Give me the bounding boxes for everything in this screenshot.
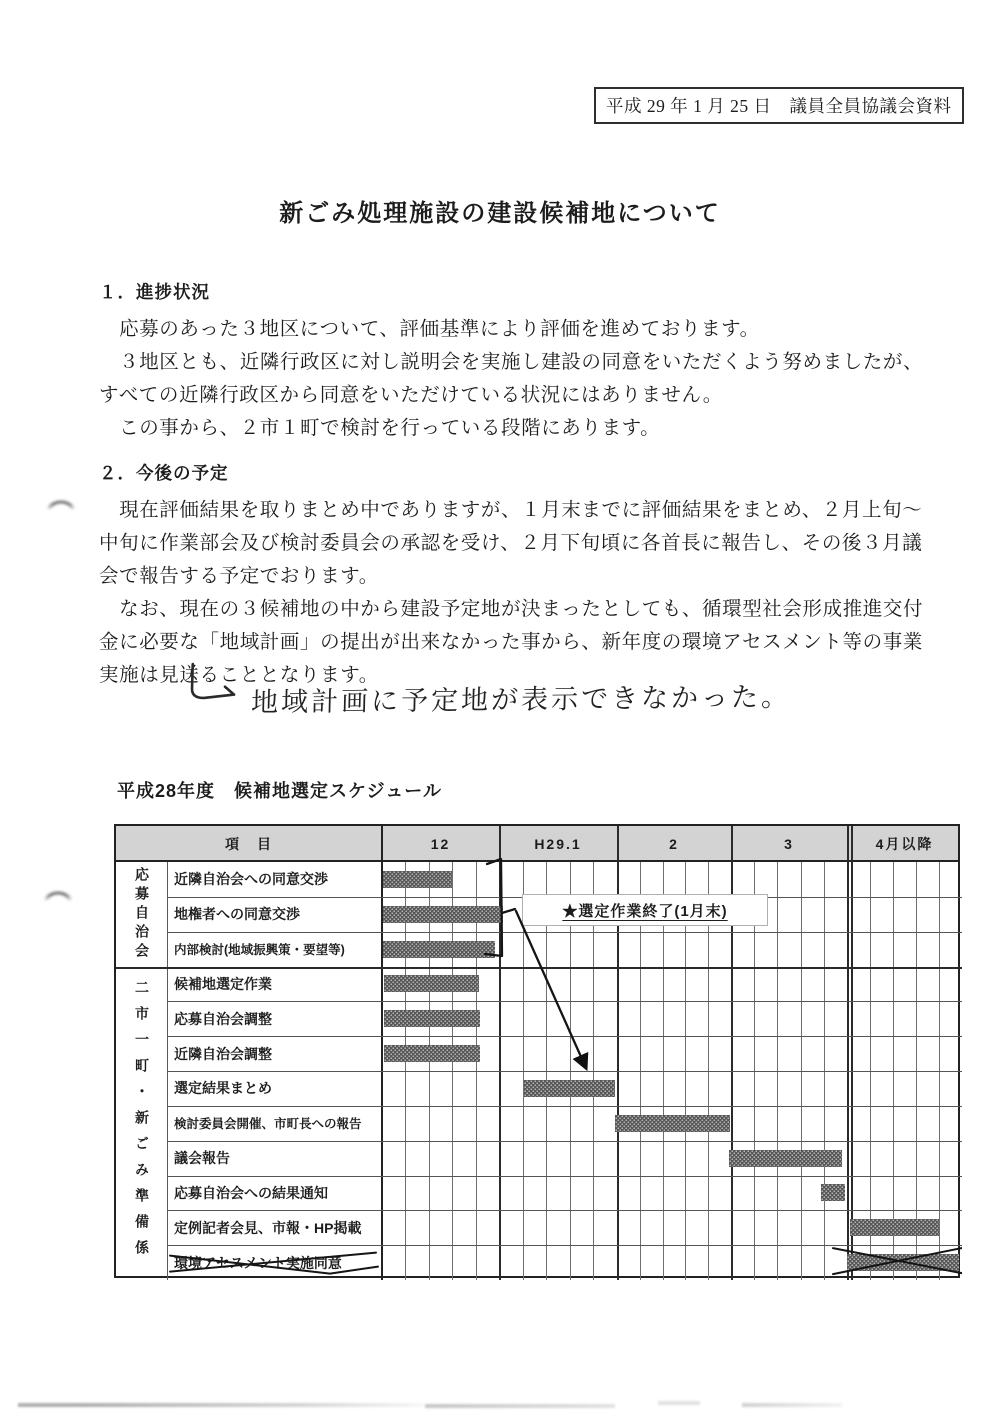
gantt-row-label: 近隣自治会調整 <box>174 1045 272 1062</box>
handwritten-hook-arrow-icon <box>183 661 241 710</box>
body-text-line: 会で報告する予定でおります。 <box>99 566 379 587</box>
gantt-bar <box>850 1219 939 1236</box>
gantt-table <box>114 824 960 1278</box>
gantt-month-header: 2 <box>669 836 679 852</box>
body-text-line: 中旬に作業部会及び検討委員会の承認を受け、２月下旬頃に各首長に報告し、その後３月議 <box>99 533 923 554</box>
punch-hole-shadow <box>37 883 79 915</box>
gantt-bar <box>524 1080 615 1097</box>
handwritten-note-text: 地域計画に予定地が表示できなかった。 <box>250 681 792 718</box>
hand-bracket-tick <box>502 909 515 913</box>
gantt-bar <box>821 1184 844 1201</box>
gantt-row-label: 応募自治会への結果通知 <box>174 1184 328 1201</box>
gantt-bar <box>729 1150 843 1167</box>
gantt-group-label <box>116 862 167 967</box>
gantt-row-label: 応募自治会調整 <box>174 1010 272 1027</box>
gantt-row-label: 環境アセスメント実施同意 <box>174 1254 342 1271</box>
scan-smudge <box>742 1403 842 1407</box>
gantt-row-label: 検討委員会開催、市町長への報告 <box>174 1117 362 1132</box>
body-text-line: なお、現在の３候補地の中から建設予定地が決まったとしても、循環型社会形成推進交付 <box>99 599 924 620</box>
gantt-bar <box>384 975 479 992</box>
gantt-bar <box>384 1045 480 1062</box>
scan-smudge <box>658 1401 700 1405</box>
section-heading: ２．今後の予定 <box>99 463 229 483</box>
body-text-line: ３地区とも、近隣行政区に対し説明会を実施し建設の同意をいただくよう努めましたが、 <box>99 352 924 373</box>
scan-smudge <box>18 1403 423 1407</box>
gantt-month-header: 12 <box>430 836 451 852</box>
gantt-bar <box>383 906 502 923</box>
body-text-line: 金に必要な「地域計画」の提出が出来なかった事から、新年度の環境アセスメント等の事業 <box>99 632 923 653</box>
schedule-heading: 平成28年度 候補地選定スケジュール <box>117 781 442 801</box>
body-text-line: 現在評価結果を取りまとめ中でありますが、１月末までに評価結果をまとめ、２月上旬～ <box>99 500 923 521</box>
header-date-box: 平成 29 年 1 月 25 日 議員全員協議会資料 <box>594 87 964 124</box>
gantt-row-label: 選定結果まとめ <box>174 1080 272 1097</box>
gantt-line <box>499 826 501 1280</box>
page-title: 新ごみ処理施設の建設候補地について <box>279 200 721 227</box>
gantt-month-header: 4月以降 <box>875 836 934 852</box>
body-text-line: この事から、２市１町で検討を行っている段階にあります。 <box>99 418 661 439</box>
gantt-month-header: 3 <box>784 836 794 852</box>
hand-arrow <box>516 911 586 1068</box>
body-text-line: すべての近隣行政区から同意をいただけている状況にはありません。 <box>99 385 723 406</box>
gantt-row-label: 定例記者会見、市報・HP掲載 <box>174 1219 362 1236</box>
gantt-bar <box>383 941 495 958</box>
handwritten-annotation <box>183 653 792 720</box>
gantt-bar <box>615 1115 730 1132</box>
scan-smudge <box>425 1404 615 1408</box>
gantt-item-header: 項 目 <box>225 836 273 852</box>
punch-hole-shadow <box>40 492 82 524</box>
gantt-row-label: 候補地選定作業 <box>174 975 272 992</box>
gantt-row-label: 近隣自治会への同意交渉 <box>174 871 328 888</box>
gantt-bar <box>383 871 452 888</box>
gantt-row-label: 地権者への同意交渉 <box>174 906 300 923</box>
gantt-bar <box>384 1010 480 1027</box>
gantt-annotation-box: ★選定作業終了(1月末) <box>522 894 768 926</box>
gantt-group-label <box>116 967 167 1281</box>
body-text-line: 実施は見送ることとなります。 <box>99 665 379 686</box>
body-text-line: 応募のあった３地区について、評価基準により評価を進めております。 <box>99 319 760 340</box>
section-heading: １．進捗状況 <box>99 282 210 302</box>
gantt-line <box>851 826 853 1280</box>
gantt-month-header: H29.1 <box>534 836 582 852</box>
section-progress <box>99 279 979 445</box>
gantt-bar <box>847 1254 959 1271</box>
gantt-row-label: 内部検討(地域振興策・要望等) <box>174 943 345 958</box>
gantt-group-label-text: 二市一町・新ごみ準備係 <box>134 980 150 1267</box>
gantt-line <box>847 826 849 1280</box>
gantt-row-label: 議会報告 <box>174 1150 230 1167</box>
gantt-group-label-text: 応募自治会 <box>134 866 150 962</box>
